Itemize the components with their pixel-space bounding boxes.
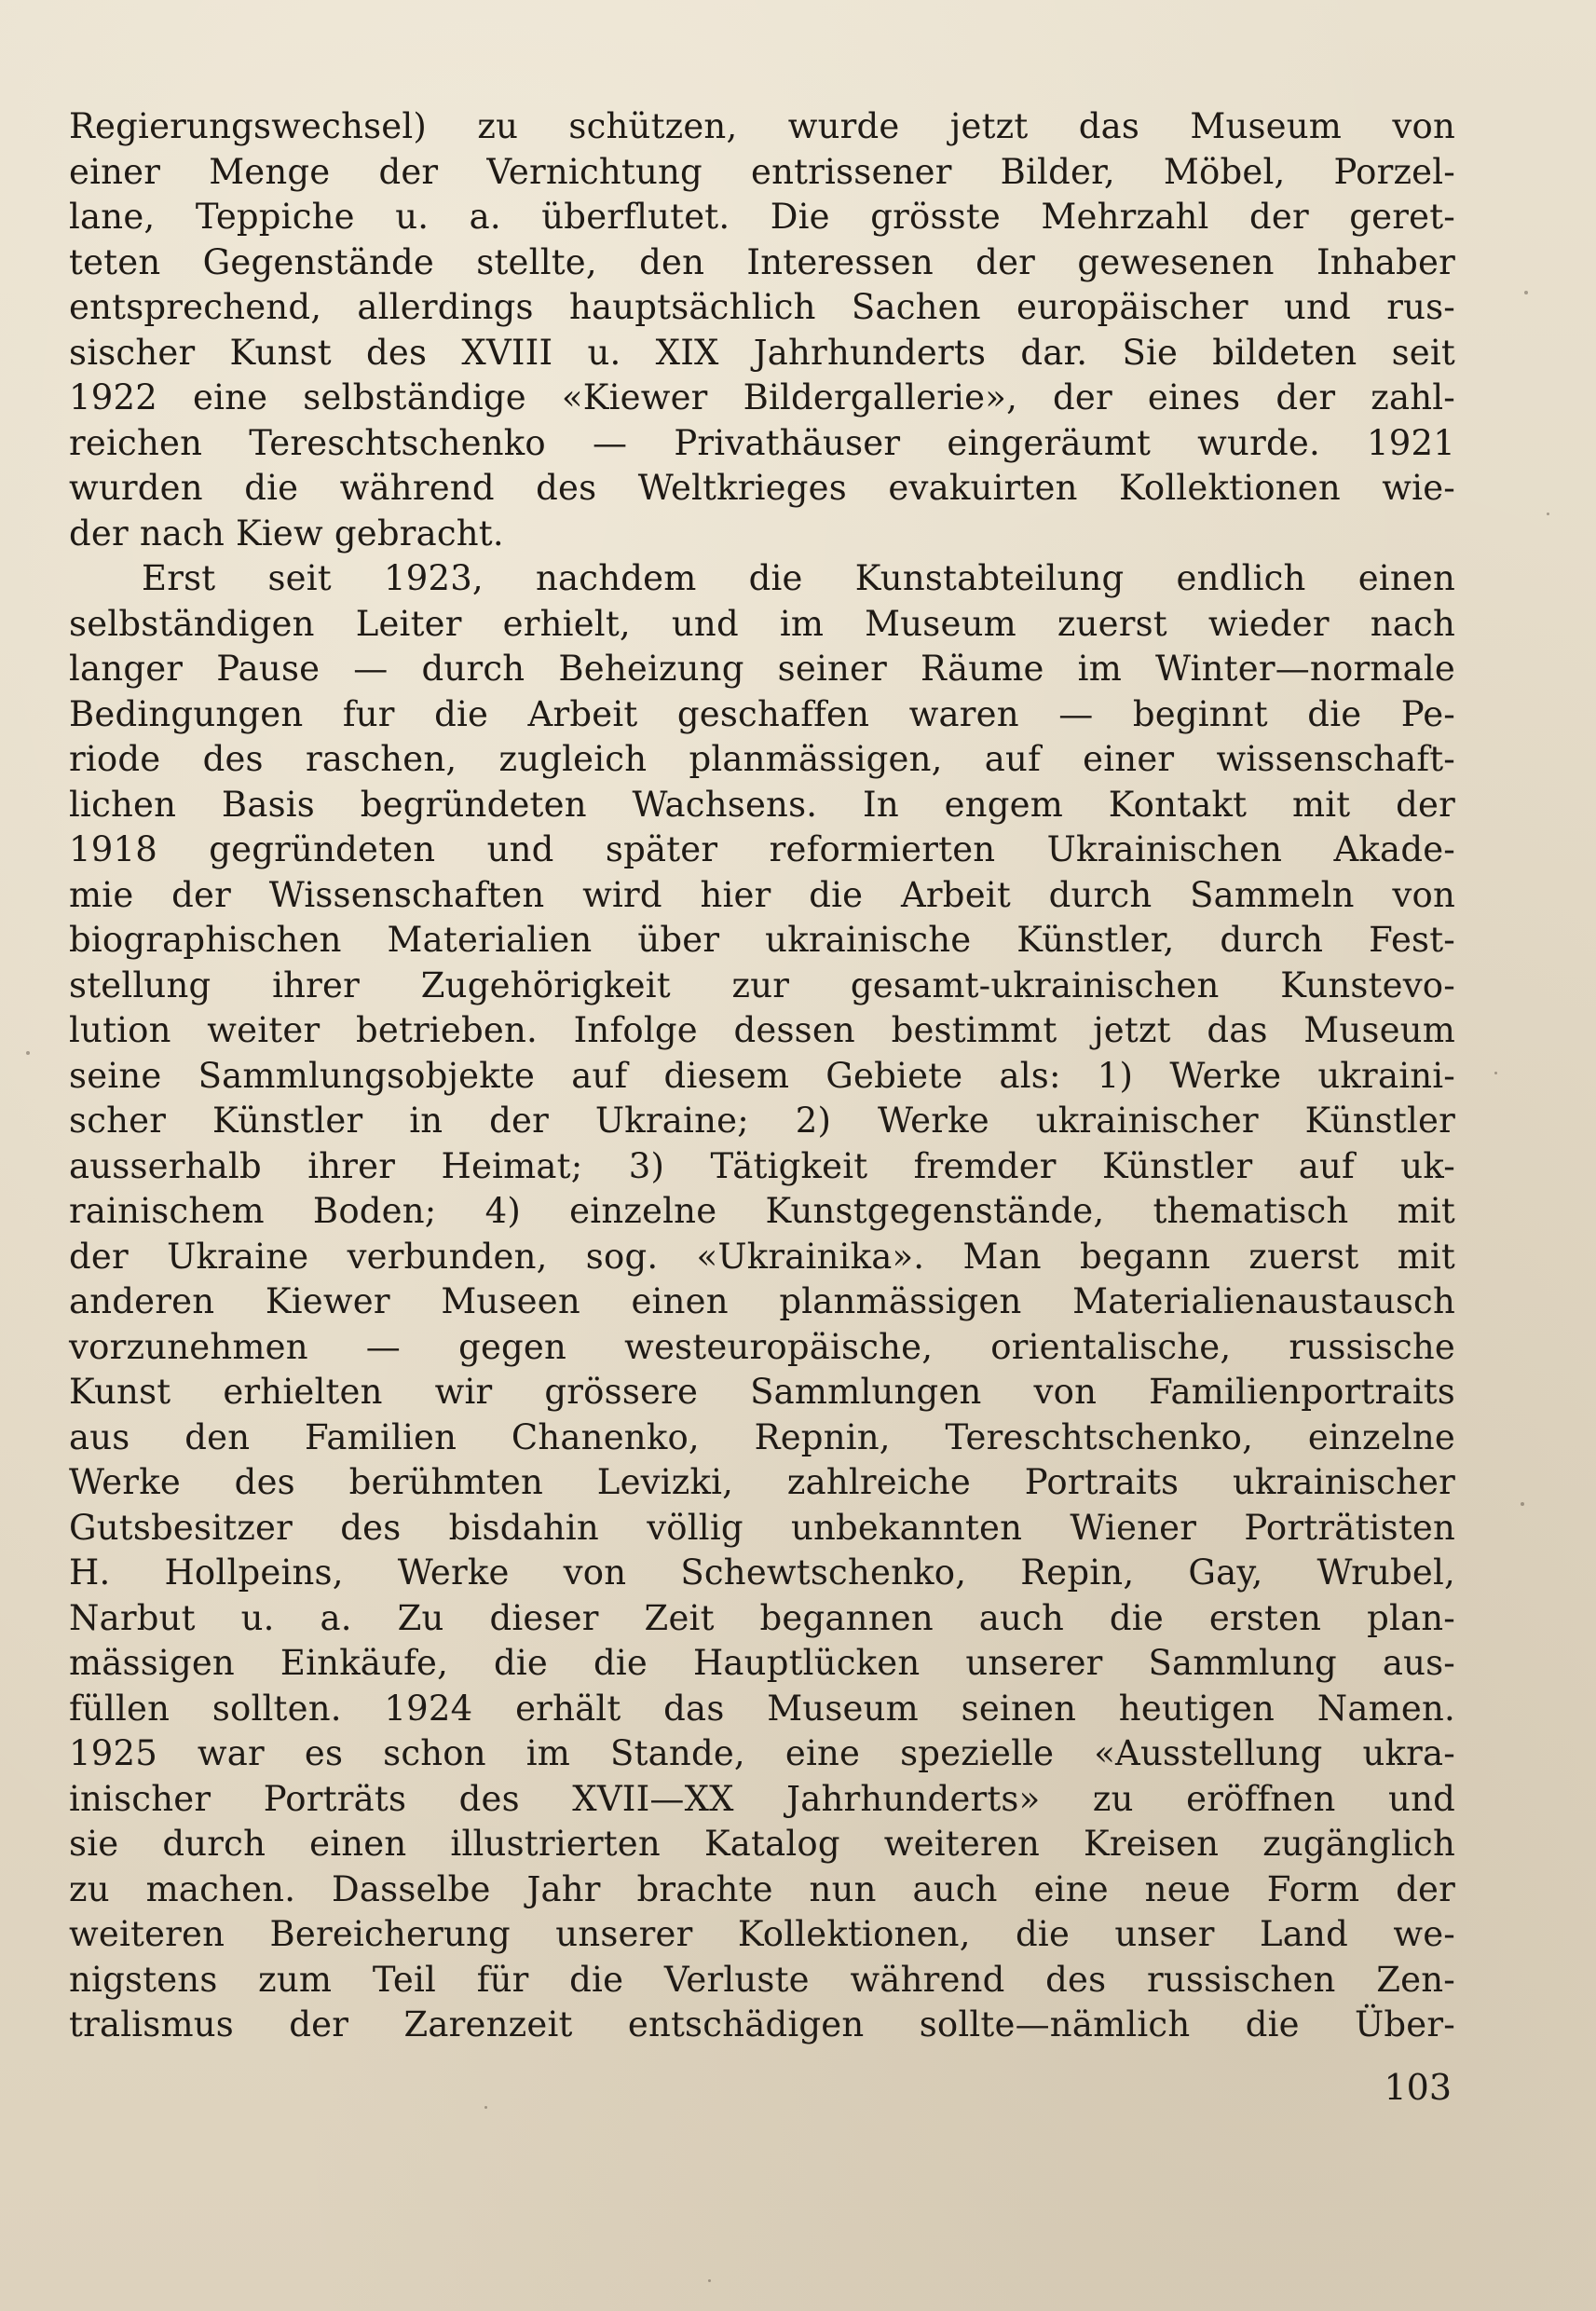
text-line: H. Hollpeins, Werke von Schewtschenko, Repin, Gay, Wrubel,: [69, 1552, 1455, 1593]
body-text: [69, 104, 1455, 2048]
text-line: riode des raschen, zugleich planmässigen, auf einer wissenschaft-: [69, 739, 1455, 779]
paper-speck: [484, 2106, 487, 2109]
page-number: 103: [1384, 2067, 1452, 2108]
text-line: lane, Teppiche u. a. überflutet. Die grösste Mehrzahl der geret-: [69, 197, 1455, 237]
text-line: lution weiter betrieben. Infolge dessen bestimmt jetzt das Museum: [69, 1010, 1455, 1050]
paper-speck: [1521, 1502, 1524, 1506]
text-line: 1922 eine selbständige «Kiewer Bildergallerie», der eines der zahl-: [69, 377, 1455, 417]
text-line: stellung ihrer Zugehörigkeit zur gesamt-ukrainischen Kunstevo-: [69, 964, 1455, 1005]
text-line: mie der Wissenschaften wird hier die Arbeit durch Sammeln von: [69, 874, 1455, 915]
text-line: füllen sollten. 1924 erhält das Museum seinen heutigen Namen.: [69, 1688, 1455, 1729]
text-line: Kunst erhielten wir grössere Sammlungen von Familienportraits: [69, 1372, 1455, 1412]
text-line-paragraph-end: der nach Kiew gebracht.: [69, 513, 504, 554]
text-line: lichen Basis begründeten Wachsens. In engem Kontakt mit der: [69, 784, 1455, 825]
text-line: reichen Tereschtschenko — Privathäuser eingeräumt wurde. 1921: [69, 422, 1455, 463]
paper-speck: [1524, 291, 1528, 294]
text-line: 1918 gegründeten und später reformierten Ukrainischen Akade-: [69, 829, 1455, 869]
text-line: Regierungswechsel) zu schützen, wurde jetzt das Museum von: [69, 106, 1455, 146]
text-line: Werke des berühmten Levizki, zahlreiche Portraits ukrainischer: [69, 1462, 1455, 1502]
text-line: langer Pause — durch Beheizung seiner Räume im Winter—normale: [69, 649, 1455, 689]
text-line: entsprechend, allerdings hauptsächlich Sachen europäischer und rus-: [69, 287, 1455, 327]
text-line: scher Künstler in der Ukraine; 2) Werke ukrainischer Künstler: [69, 1101, 1455, 1141]
text-line: der Ukraine verbunden, sog. «Ukrainika». Man begann zuerst mit: [69, 1236, 1455, 1277]
text-line: anderen Kiewer Museen einen planmässigen Materialienaustausch: [69, 1281, 1455, 1321]
text-line: Bedingungen fur die Arbeit geschaffen waren — beginnt die Pe-: [69, 693, 1455, 734]
text-line: sischer Kunst des XVIII u. XIX Jahrhunderts dar. Sie bildeten seit: [69, 332, 1455, 373]
paper-speck: [26, 1051, 30, 1055]
paper-speck: [1547, 513, 1549, 515]
text-line: aus den Familien Chanenko, Repnin, Tereschtschenko, einzelne: [69, 1416, 1455, 1457]
text-line: sie durch einen illustrierten Katalog weiteren Kreisen zugänglich: [69, 1824, 1455, 1864]
text-line: rainischem Boden; 4) einzelne Kunstgegenstände, thematisch mit: [69, 1191, 1455, 1231]
text-line: einer Menge der Vernichtung entrissener Bilder, Möbel, Porzel-: [69, 151, 1455, 192]
text-line: ausserhalb ihrer Heimat; 3) Tätigkeit fremder Künstler auf uk-: [69, 1145, 1455, 1186]
text-line-paragraph-start: Erst seit 1923, nachdem die Kunstabteilung endlich einen: [142, 558, 1455, 598]
text-line: inischer Porträts des XVII—XX Jahrhunderts» zu eröffnen und: [69, 1778, 1455, 1819]
text-line: zu machen. Dasselbe Jahr brachte nun auch eine neue Form der: [69, 1868, 1455, 1909]
text-line: teten Gegenstände stellte, den Interessen der gewesenen Inhaber: [69, 241, 1455, 282]
text-line: Gutsbesitzer des bisdahin völlig unbekannten Wiener Porträtisten: [69, 1507, 1455, 1548]
text-line: tralismus der Zarenzeit entschädigen sollte—nämlich die Über-: [69, 2004, 1455, 2044]
text-line: 1925 war es schon im Stande, eine spezielle «Ausstellung ukra-: [69, 1733, 1455, 1773]
paper-speck: [708, 2279, 711, 2282]
text-line: biographischen Materialien über ukrainische Künstler, durch Fest-: [69, 920, 1455, 960]
text-line: vorzunehmen — gegen westeuropäische, orientalische, russische: [69, 1326, 1455, 1367]
paper-speck: [1494, 1072, 1497, 1074]
text-line: wurden die während des Weltkrieges evakuirten Kollektionen wie-: [69, 468, 1455, 508]
text-line: selbständigen Leiter erhielt, und im Museum zuerst wieder nach: [69, 603, 1455, 644]
text-line: nigstens zum Teil für die Verluste während des russischen Zen-: [69, 1959, 1455, 2000]
text-line: seine Sammlungsobjekte auf diesem Gebiete als: 1) Werke ukraini-: [69, 1055, 1455, 1096]
text-line: Narbut u. a. Zu dieser Zeit begannen auch die ersten plan-: [69, 1597, 1455, 1638]
text-line: mässigen Einkäufe, die die Hauptlücken unserer Sammlung aus-: [69, 1643, 1455, 1683]
text-line: weiteren Bereicherung unserer Kollektionen, die unser Land we-: [69, 1914, 1455, 1954]
